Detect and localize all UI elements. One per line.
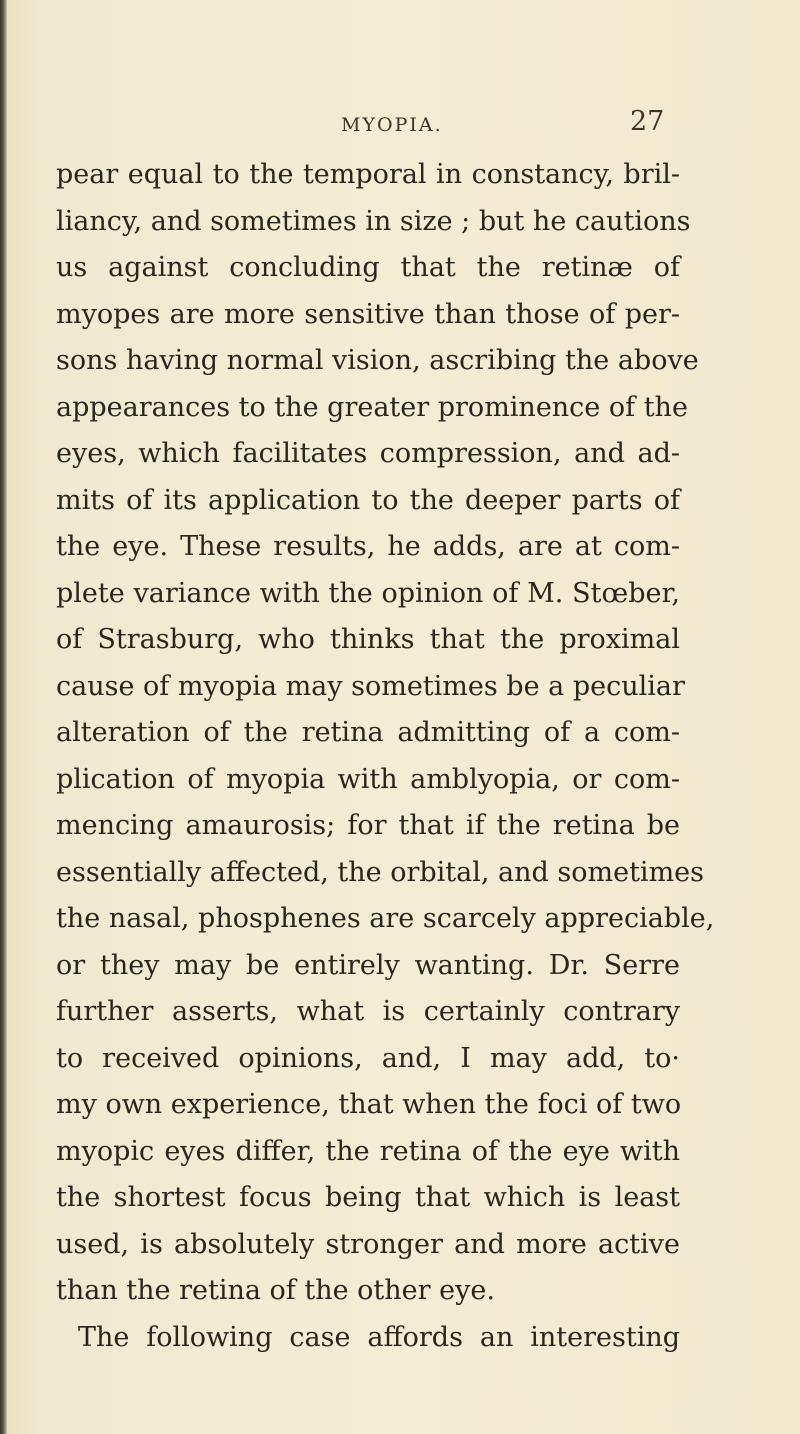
text-line: sons having normal vision, ascribing the above [56, 345, 699, 376]
text-line: used, is absolutely stronger and more active [56, 1228, 680, 1260]
text-line: to received opinions, and, I may add, to· [56, 1042, 680, 1074]
text-line: cause of myopia may sometimes be a peculiar [56, 670, 685, 702]
text-line: alteration of the retina admitting of a com- [56, 717, 680, 748]
text-line: of Strasburg, who thinks that the proximal [56, 624, 680, 655]
text-line: eyes, which facilitates compression, and ad- [56, 438, 680, 469]
text-line: further asserts, what is certainly contrary [56, 996, 680, 1027]
text-line: myopic eyes differ, the retina of the eye with [56, 1135, 680, 1167]
text-line: plication of myopia with amblyopia, or com- [56, 763, 680, 795]
text-line: or they may be entirely wanting. Dr. Serre [56, 949, 680, 981]
text-line: us against concluding that the retinæ of [56, 252, 680, 283]
text-line: plete variance with the opinion of M. Stœber, [56, 577, 680, 609]
text-line: the eye. These results, he adds, are at com- [56, 531, 680, 562]
text-line: my own experience, that when the foci of two [56, 1089, 682, 1120]
text-line: The following case affords an interesting [78, 1321, 680, 1353]
text-line: the nasal, phosphenes are scarcely appreciable, [56, 903, 715, 934]
text-line: mencing amaurosis; for that if the retina be [56, 810, 680, 841]
page-number: 27 [630, 106, 665, 137]
text-line: appearances to the greater prominence of the [56, 391, 688, 423]
text-line: pear equal to the temporal in constancy, bril- [56, 159, 680, 190]
text-line: than the retina of the other eye. [56, 1275, 495, 1306]
running-title: MYOPIA. [341, 114, 443, 136]
text-line: the shortest focus being that which is least [56, 1182, 680, 1213]
body-text [56, 152, 715, 1361]
text-line: myopes are more sensitive than those of per- [56, 298, 680, 330]
text-line: liancy, and sometimes in size ; but he cautions [56, 205, 691, 237]
text-line: mits of its application to the deeper parts of [56, 484, 680, 516]
page-header [0, 100, 800, 140]
text-line: essentially affected, the orbital, and sometimes [56, 856, 704, 888]
page-spine-edge [0, 0, 7, 1434]
